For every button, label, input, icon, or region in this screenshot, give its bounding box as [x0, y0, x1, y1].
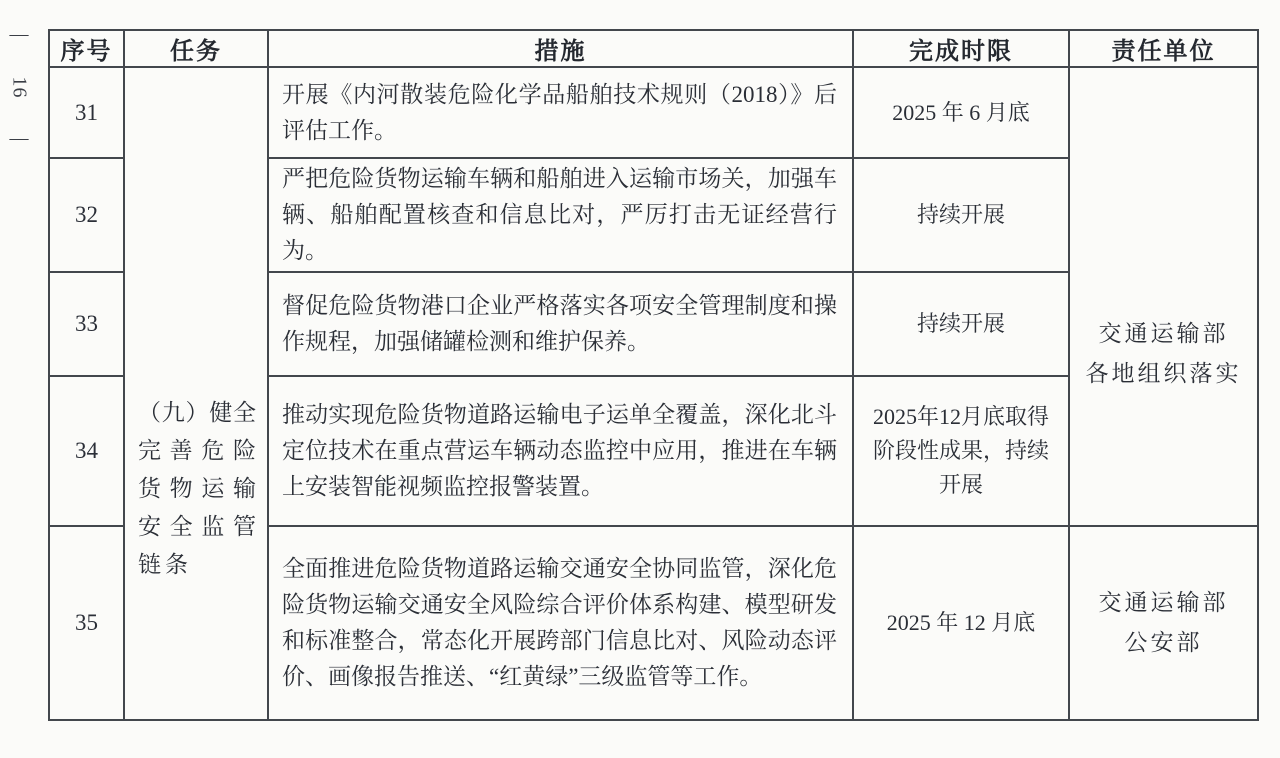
deadline-cell [853, 526, 1069, 720]
task-label-line: 安全监管 [138, 514, 256, 539]
row-number: 33 [49, 272, 124, 376]
deadline-text: 2025年12月底取得阶段性成果，持续开展 [872, 404, 1049, 497]
column-header-deadline: 完成时限 [853, 30, 1069, 67]
action-plan-table [48, 29, 1259, 721]
row-number: 31 [49, 67, 124, 158]
task-label-line: 链条 [138, 552, 192, 577]
deadline-text: 2025 年 12 月底 [886, 610, 1036, 635]
column-header-responsible: 责任单位 [1069, 30, 1258, 67]
table-row-31 [49, 67, 1258, 158]
row-number: 35 [49, 526, 124, 720]
measure-text: 严把危险货物运输车辆和船舶进入运输市场关，加强车辆、船舶配置核查和信息比对，严厉打击无证经营行为。 [282, 166, 837, 263]
responsible-line: 交通运输部 [1098, 321, 1229, 346]
page-number-value: 16 [8, 76, 31, 98]
page-number [2, 24, 36, 149]
table-header-row [49, 30, 1258, 67]
measure-cell [268, 158, 853, 272]
responsible-line: 公安部 [1124, 630, 1203, 655]
deadline-cell [853, 272, 1069, 376]
measure-cell [268, 272, 853, 376]
measure-text: 开展《内河散装危险化学品船舶技术规则（2018）》后评估工作。 [282, 81, 837, 143]
page-number-dash-bottom: — [9, 128, 29, 149]
deadline-text: 持续开展 [916, 202, 1005, 227]
responsible-cell [1069, 526, 1258, 720]
measure-text: 全面推进危险货物道路运输交通安全协同监管，深化危险货物运输交通安全风险综合评价体系构建、模型研发和标准整合，常态化开展跨部门信息比对、风险动态评价、画像报告推送、“红黄绿”三级监管等工作。 [282, 556, 837, 689]
column-header-measure: 措施 [268, 30, 853, 67]
measure-text: 推动实现危险货物道路运输电子运单全覆盖，深化北斗定位技术在重点营运车辆动态监控中应用，推进在车辆上安装智能视频监控报警装置。 [282, 402, 837, 499]
task-label-line: 完善危险 [138, 438, 256, 463]
deadline-cell [853, 67, 1069, 158]
measure-cell [268, 526, 853, 720]
page-number-dash-top: — [9, 24, 29, 45]
column-header-task: 任务 [124, 30, 268, 67]
deadline-text: 2025 年 6 月底 [892, 99, 1030, 125]
deadline-text: 持续开展 [916, 311, 1005, 336]
deadline-cell [853, 158, 1069, 272]
responsible-line: 各地组织落实 [1085, 361, 1242, 386]
measure-cell [268, 67, 853, 158]
responsible-line: 交通运输部 [1098, 590, 1229, 615]
column-header-number: 序号 [49, 30, 124, 67]
measure-text: 督促危险货物港口企业严格落实各项安全管理制度和操作规程，加强储罐检测和维护保养。 [282, 293, 837, 354]
task-label-line: （九）健全 [138, 400, 256, 425]
task-group-cell [124, 67, 268, 720]
task-label-line: 货物运输 [138, 476, 256, 501]
deadline-cell [853, 376, 1069, 526]
row-number: 32 [49, 158, 124, 272]
measure-cell [268, 376, 853, 526]
row-number: 34 [49, 376, 124, 526]
responsible-cell-merged [1069, 67, 1258, 526]
